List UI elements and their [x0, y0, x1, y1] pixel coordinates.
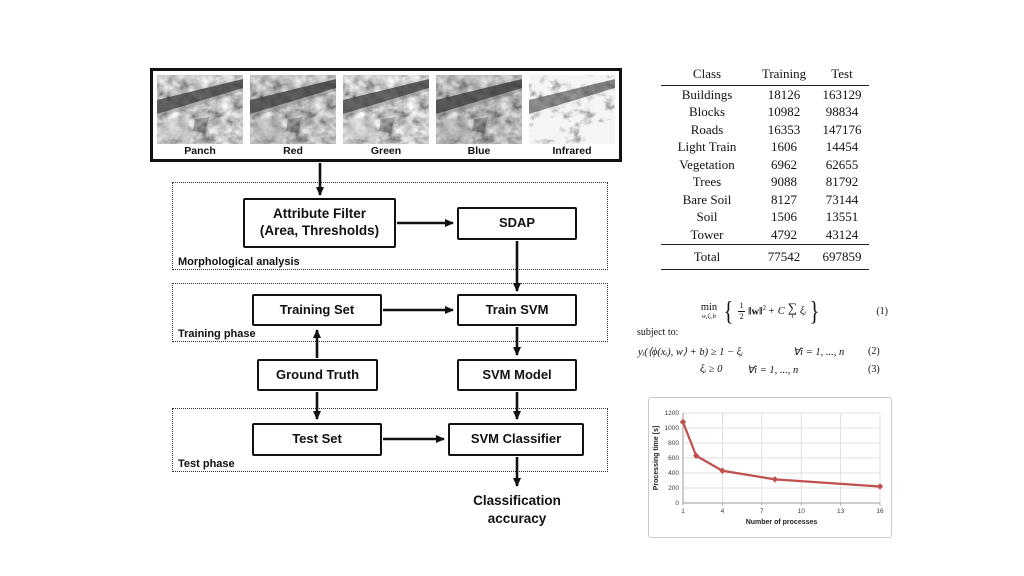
equation-3-body: ξᵢ ≥ 0 [700, 364, 723, 375]
col-header-training: Training [753, 63, 815, 86]
node-test-set-label: Test Set [292, 431, 342, 447]
cell-class: Bare Soil [682, 191, 732, 207]
cell-class: Trees [692, 174, 722, 190]
svg-text:10: 10 [797, 508, 805, 515]
band-image-blue [436, 75, 522, 159]
cell-test: 98834 [825, 104, 859, 120]
svg-text:4: 4 [720, 508, 725, 515]
band-label: Blue [467, 145, 491, 157]
node-svm-classifier [448, 423, 584, 456]
min-subscript: w,ξᵢ,b [701, 312, 717, 320]
left-brace: { [723, 296, 734, 326]
node-svm-classifier-label: SVM Classifier [470, 431, 562, 447]
cell-training: 9088 [771, 174, 797, 190]
cell-total-label: Total [661, 244, 753, 269]
band-label: Red [283, 145, 303, 157]
node-train-svm [457, 294, 577, 326]
node-training-set [252, 294, 382, 326]
aerial-image [157, 75, 243, 144]
band-image-infrared [529, 75, 615, 159]
table-row [661, 226, 869, 244]
cell-total-test: 697859 [815, 244, 869, 269]
xi-term: ξᵢ [800, 305, 807, 317]
svg-text:1: 1 [681, 508, 685, 515]
cell-test: 147176 [822, 121, 862, 137]
svg-text:7: 7 [759, 508, 764, 515]
table-row [661, 86, 869, 104]
equation-2-body: yᵢ(⟨ϕ(xᵢ), w⟩ + b) ≥ 1 − ξᵢ [638, 347, 743, 358]
equation-2-quantifier: ∀i = 1, ..., n [793, 347, 845, 358]
band-label: Infrared [552, 145, 592, 157]
table-row [661, 139, 869, 157]
equation-3-number: (3) [868, 364, 880, 375]
svg-text:1000: 1000 [664, 425, 679, 433]
cell-class: Tower [690, 226, 724, 242]
cell-training: 4792 [771, 226, 797, 242]
svg-text:Number of processes: Number of processes [745, 519, 818, 526]
norm-term [748, 304, 766, 318]
right-brace: } [809, 296, 820, 326]
processing-time-chart-svg [649, 398, 891, 537]
group-label-training: Training phase [178, 328, 256, 340]
node-attribute-filter [243, 198, 396, 248]
one-half-fraction [738, 302, 745, 321]
output-classification-accuracy [452, 492, 582, 527]
band-label: Panch [184, 145, 216, 157]
cell-training: 10982 [767, 104, 801, 120]
min-operator [701, 303, 717, 320]
node-svm-model-label: SVM Model [482, 366, 552, 382]
band-image-red [250, 75, 336, 159]
cell-test: 13551 [825, 209, 859, 225]
node-sdap [457, 207, 577, 240]
cell-class: Light Train [677, 139, 737, 155]
plus-c-term: + C [768, 305, 785, 317]
cell-test: 81792 [825, 174, 859, 190]
svg-text:600: 600 [668, 455, 679, 463]
cell-training: 1506 [771, 209, 797, 225]
processing-time-chart [648, 397, 892, 538]
band-label: Green [370, 145, 402, 157]
cell-test: 73144 [825, 191, 859, 207]
sum-subscript: i [791, 313, 794, 320]
col-header-class: Class [661, 63, 753, 86]
cell-training: 18126 [767, 86, 801, 102]
group-label-morphological: Morphological analysis [178, 256, 300, 268]
cell-test: 62655 [825, 156, 859, 172]
equation-1-number: (1) [876, 306, 888, 317]
table-row [661, 104, 869, 122]
cell-test: 14454 [825, 139, 859, 155]
svg-text:200: 200 [668, 485, 679, 493]
band-image-green [343, 75, 429, 159]
node-attribute-filter-line2: (Area, Thresholds) [259, 223, 380, 238]
equation-3-quantifier: ∀i = 1, ..., n [747, 365, 799, 376]
table-row [661, 121, 869, 139]
cell-class: Soil [696, 209, 718, 225]
table-header-row [661, 63, 869, 86]
group-label-test: Test phase [178, 458, 235, 470]
equation-3 [630, 364, 892, 378]
sum-operator [788, 302, 797, 320]
node-attribute-filter-line1: Attribute Filter [273, 206, 366, 222]
output-line2: accuracy [487, 510, 547, 526]
table-row [661, 174, 869, 192]
equation-1 [630, 294, 892, 328]
class-counts-table [661, 63, 869, 270]
svg-text:16: 16 [876, 508, 884, 515]
output-line1: Classification [473, 493, 561, 508]
cell-total-training: 77542 [753, 244, 815, 269]
norm-exponent: 2 [762, 304, 767, 313]
cell-training: 8127 [771, 191, 797, 207]
fraction-denominator: 2 [739, 311, 744, 321]
cell-test: 163129 [822, 86, 862, 102]
cell-test: 43124 [825, 226, 859, 242]
svg-text:1200: 1200 [664, 410, 679, 418]
sum-symbol: ∑ [787, 300, 798, 315]
svg-text:Processing time [s]: Processing time [s] [653, 425, 660, 491]
cell-class: Roads [690, 121, 724, 137]
svg-text:800: 800 [668, 440, 679, 448]
table-row [661, 209, 869, 227]
node-training-set-label: Training Set [279, 301, 355, 317]
svm-equations [630, 290, 892, 385]
cell-training: 16353 [767, 121, 801, 137]
cell-class: Vegetation [679, 156, 735, 172]
subject-to-label: subject to: [637, 327, 679, 338]
cell-training: 6962 [771, 156, 797, 172]
equation-2 [630, 346, 892, 360]
node-svm-model [457, 359, 577, 391]
table-total-row [661, 244, 869, 269]
band-image-panch [157, 75, 243, 159]
fraction-numerator: 1 [739, 300, 744, 310]
node-ground-truth [257, 359, 378, 391]
equation-2-number: (2) [868, 346, 880, 357]
col-header-test: Test [815, 63, 869, 86]
table-row [661, 191, 869, 209]
cell-class: Blocks [688, 104, 726, 120]
norm-w: ‖w‖ [748, 306, 763, 318]
cell-class: Buildings [681, 86, 733, 102]
svg-text:0: 0 [675, 500, 679, 508]
node-train-svm-label: Train SVM [485, 301, 549, 317]
svg-text:13: 13 [836, 508, 845, 515]
aerial-image [529, 75, 615, 144]
aerial-image [250, 75, 336, 144]
node-ground-truth-label: Ground Truth [275, 366, 360, 382]
min-word: min [700, 301, 718, 313]
node-test-set [252, 423, 382, 456]
cell-training: 1606 [771, 139, 797, 155]
aerial-image [343, 75, 429, 144]
image-strip-panel [150, 68, 622, 162]
aerial-image [436, 75, 522, 144]
table-row [661, 156, 869, 174]
svg-text:400: 400 [668, 470, 679, 478]
node-sdap-label: SDAP [498, 215, 536, 231]
